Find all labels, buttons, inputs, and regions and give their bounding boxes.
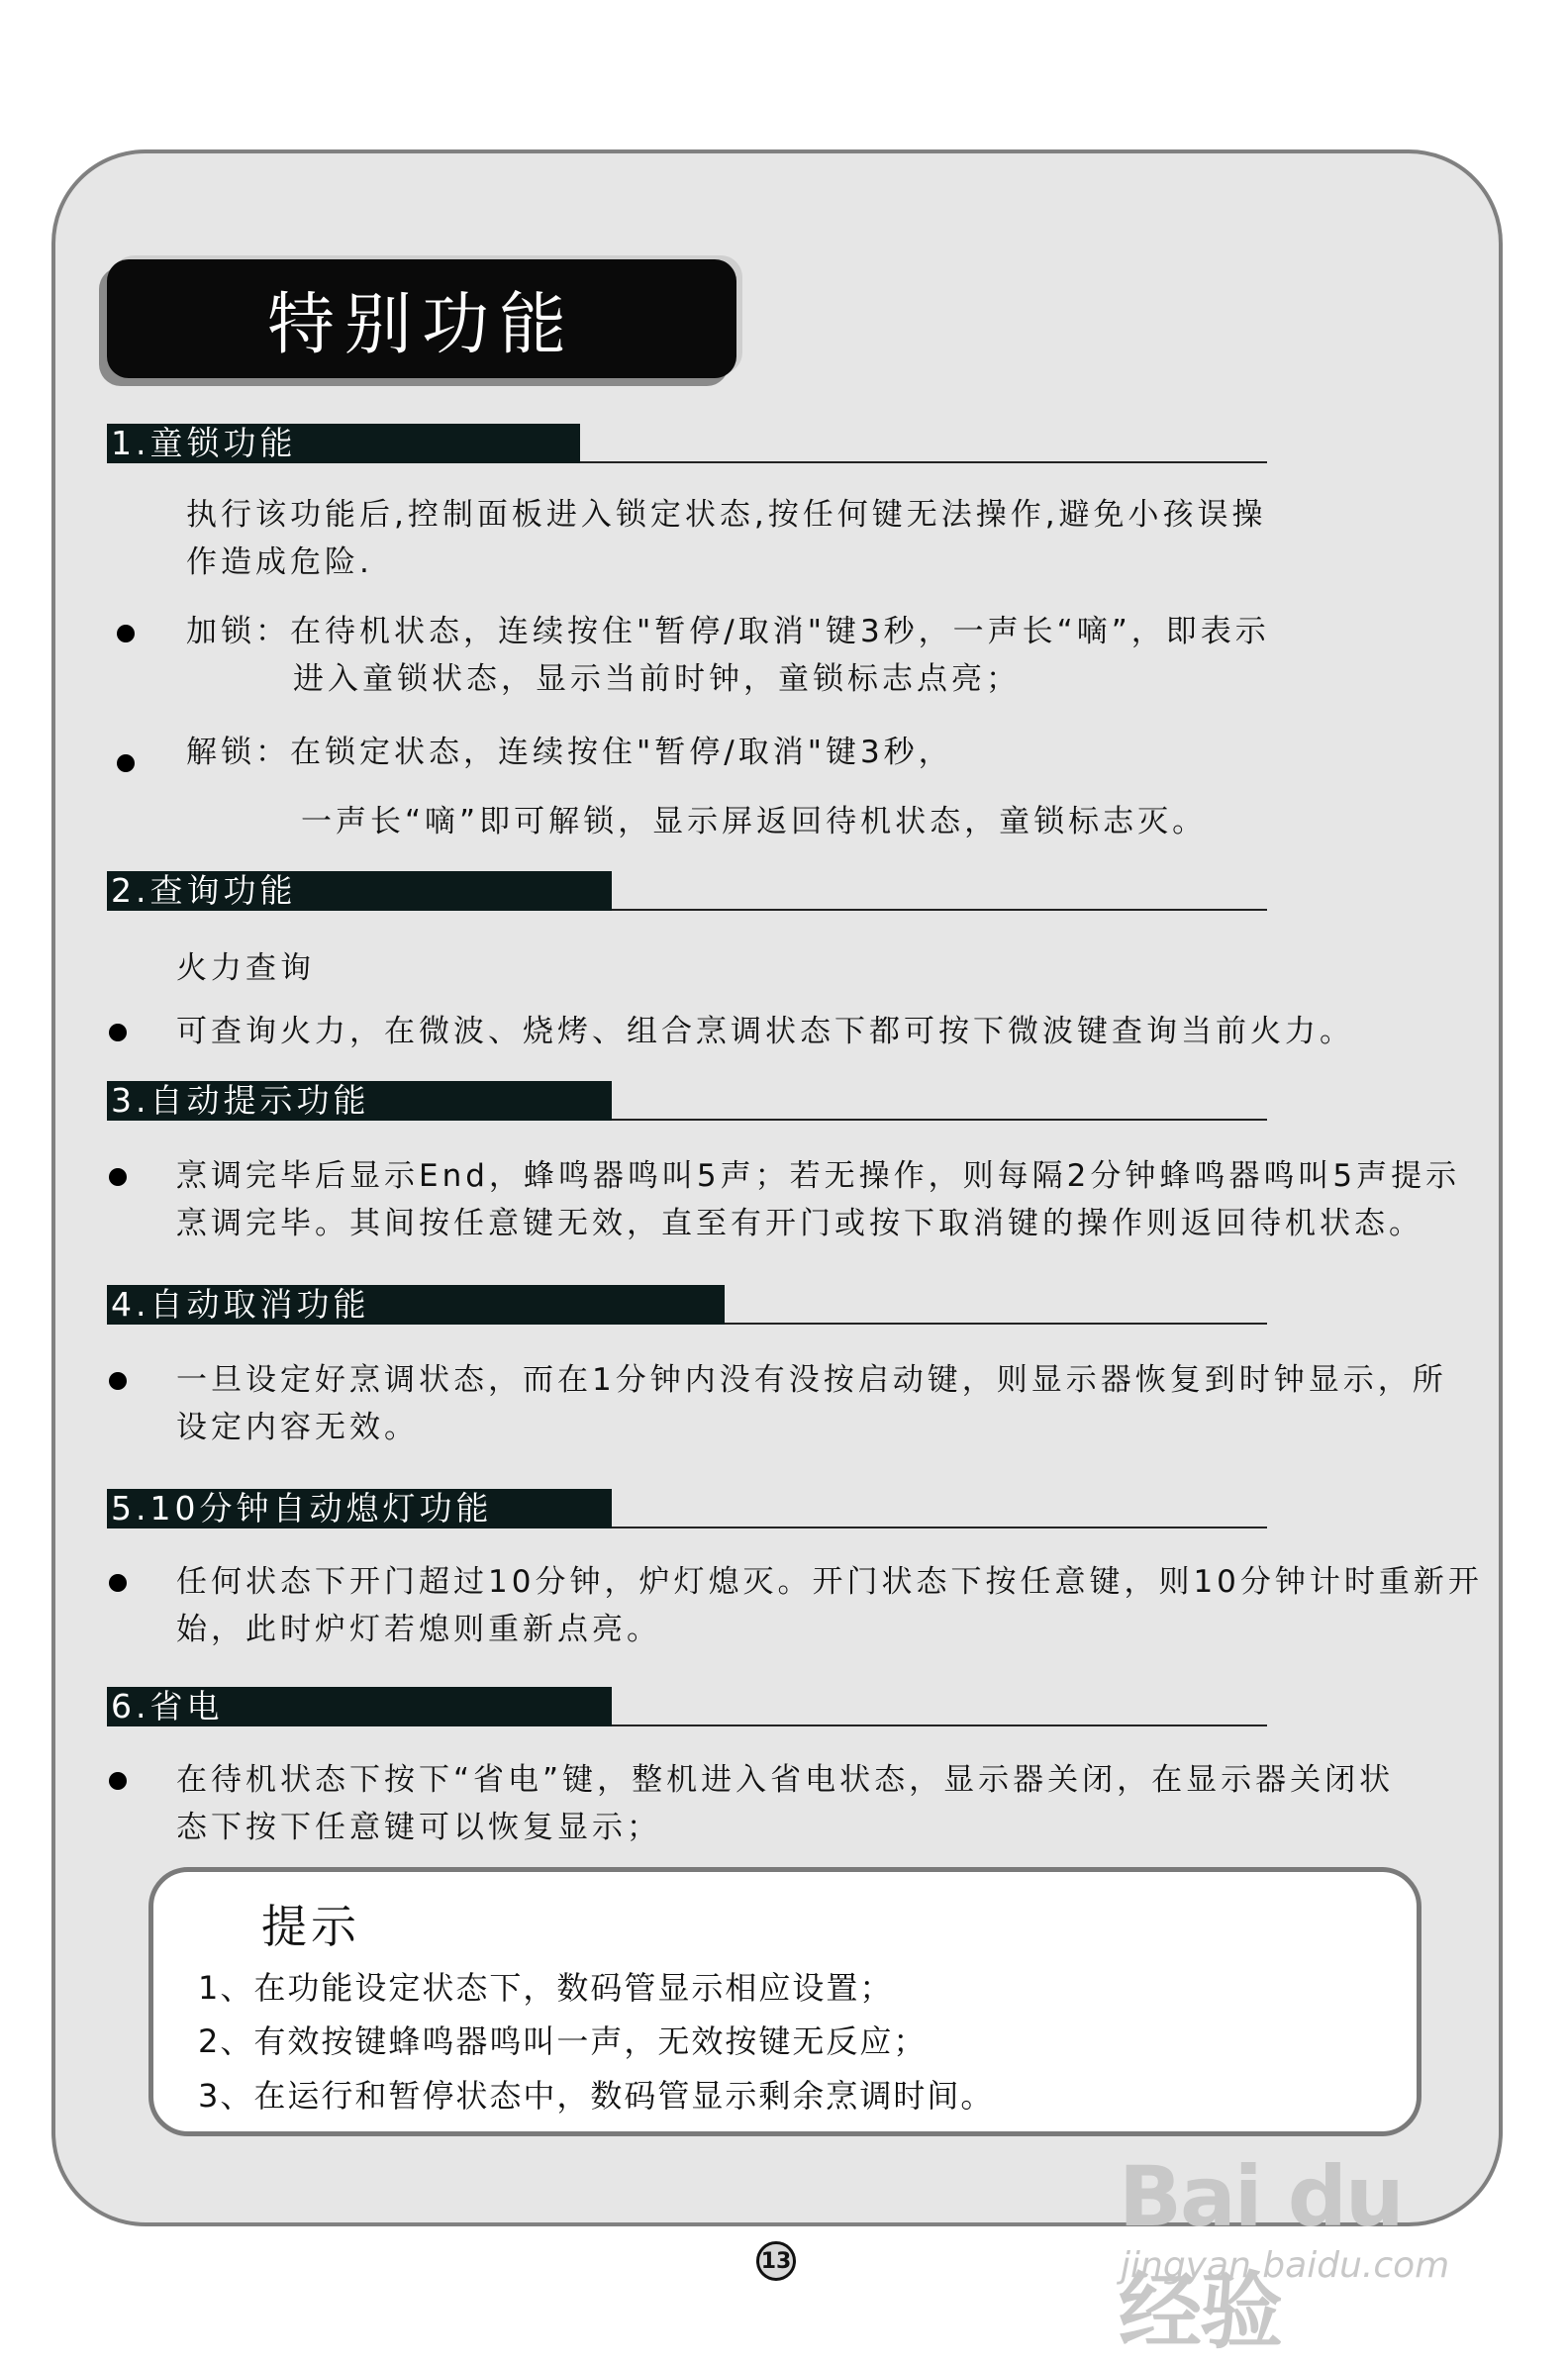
section-divider [612,1527,1267,1528]
body-text: 火力查询 [176,950,315,986]
body-text: 执行该功能后,控制面板进入锁定状态,按任何键无法操作,避免小孩误操 [186,497,1267,533]
body-text: 态下按下任意键可以恢复显示； [176,1810,661,1845]
watermark-logo: Bai du 经验 [1119,2148,1403,2360]
section-heading-query: 2.查询功能 [107,871,612,911]
body-text: 一旦设定好烹调状态，而在1分钟内没有没按启动键，则显示器恢复到时钟显示，所 [176,1362,1447,1398]
lock-instruction-cont: 进入童锁状态，显示当前时钟，童锁标志点亮； [293,661,1021,697]
body-text: 在待机状态下按下“省电”键，整机进入省电状态，显示器关闭，在显示器关闭状 [176,1762,1395,1798]
body-text: 作造成危险. [186,544,373,580]
page-number: 13 [756,2241,796,2281]
section-heading-auto-prompt: 3.自动提示功能 [107,1081,612,1121]
bullet-icon [117,754,135,772]
baidu-watermark [1111,2119,1507,2360]
body-text: 烹调完毕后显示End，蜂鸣器鸣叫5声；若无操作，则每隔2分钟蜂鸣器鸣叫5声提示 [176,1158,1461,1194]
section-divider [580,461,1267,463]
lock-instruction: 加锁：在待机状态，连续按住"暂停/取消"键3秒，一声长“嘀”，即表示 [186,614,1270,649]
section-heading-light-off: 5.10分钟自动熄灯功能 [107,1489,612,1528]
bullet-icon [109,1772,127,1790]
body-text: 设定内容无效。 [176,1410,419,1445]
tip-item: 3、在运行和暂停状态中，数码管显示剩余烹调时间。 [198,2077,995,2115]
body-text: 可查询火力，在微波、烧烤、组合烹调状态下都可按下微波键查询当前火力。 [176,1014,1354,1049]
unlock-instruction: 解锁：在锁定状态，连续按住"暂停/取消"键3秒， [186,735,953,770]
watermark-url: jingyan.baidu.com [1121,2245,1450,2286]
tip-title: 提示 [261,1900,360,1953]
body-text: 任何状态下开门超过10分钟，炉灯熄灭。开门状态下按任意键，则10分钟计时重新开 [176,1564,1483,1600]
section-divider [612,909,1267,911]
bullet-icon [109,1574,127,1592]
section-heading-power-save: 6.省电 [107,1687,612,1726]
page-title: 特别功能 [107,259,736,378]
body-text: 始，此时炉灯若熄则重新点亮。 [176,1612,661,1647]
bullet-icon [109,1024,127,1041]
body-text: 烹调完毕。其间按任意键无效，直至有开门或按下取消键的操作则返回待机状态。 [176,1206,1423,1241]
unlock-instruction-cont: 一声长“嘀”即可解锁，显示屏返回待机状态，童锁标志灭。 [301,804,1208,839]
section-heading-child-lock: 1.童锁功能 [107,424,580,463]
bullet-icon [117,625,135,642]
section-divider [612,1724,1267,1726]
bullet-icon [109,1372,127,1390]
section-divider [612,1119,1267,1121]
bullet-icon [109,1168,127,1186]
section-divider [725,1323,1267,1325]
section-heading-auto-cancel: 4.自动取消功能 [107,1285,725,1325]
tip-item: 1、在功能设定状态下，数码管显示相应设置； [198,1969,894,2007]
tip-item: 2、有效按键蜂鸣器鸣叫一声，无效按键无反应； [198,2022,928,2060]
